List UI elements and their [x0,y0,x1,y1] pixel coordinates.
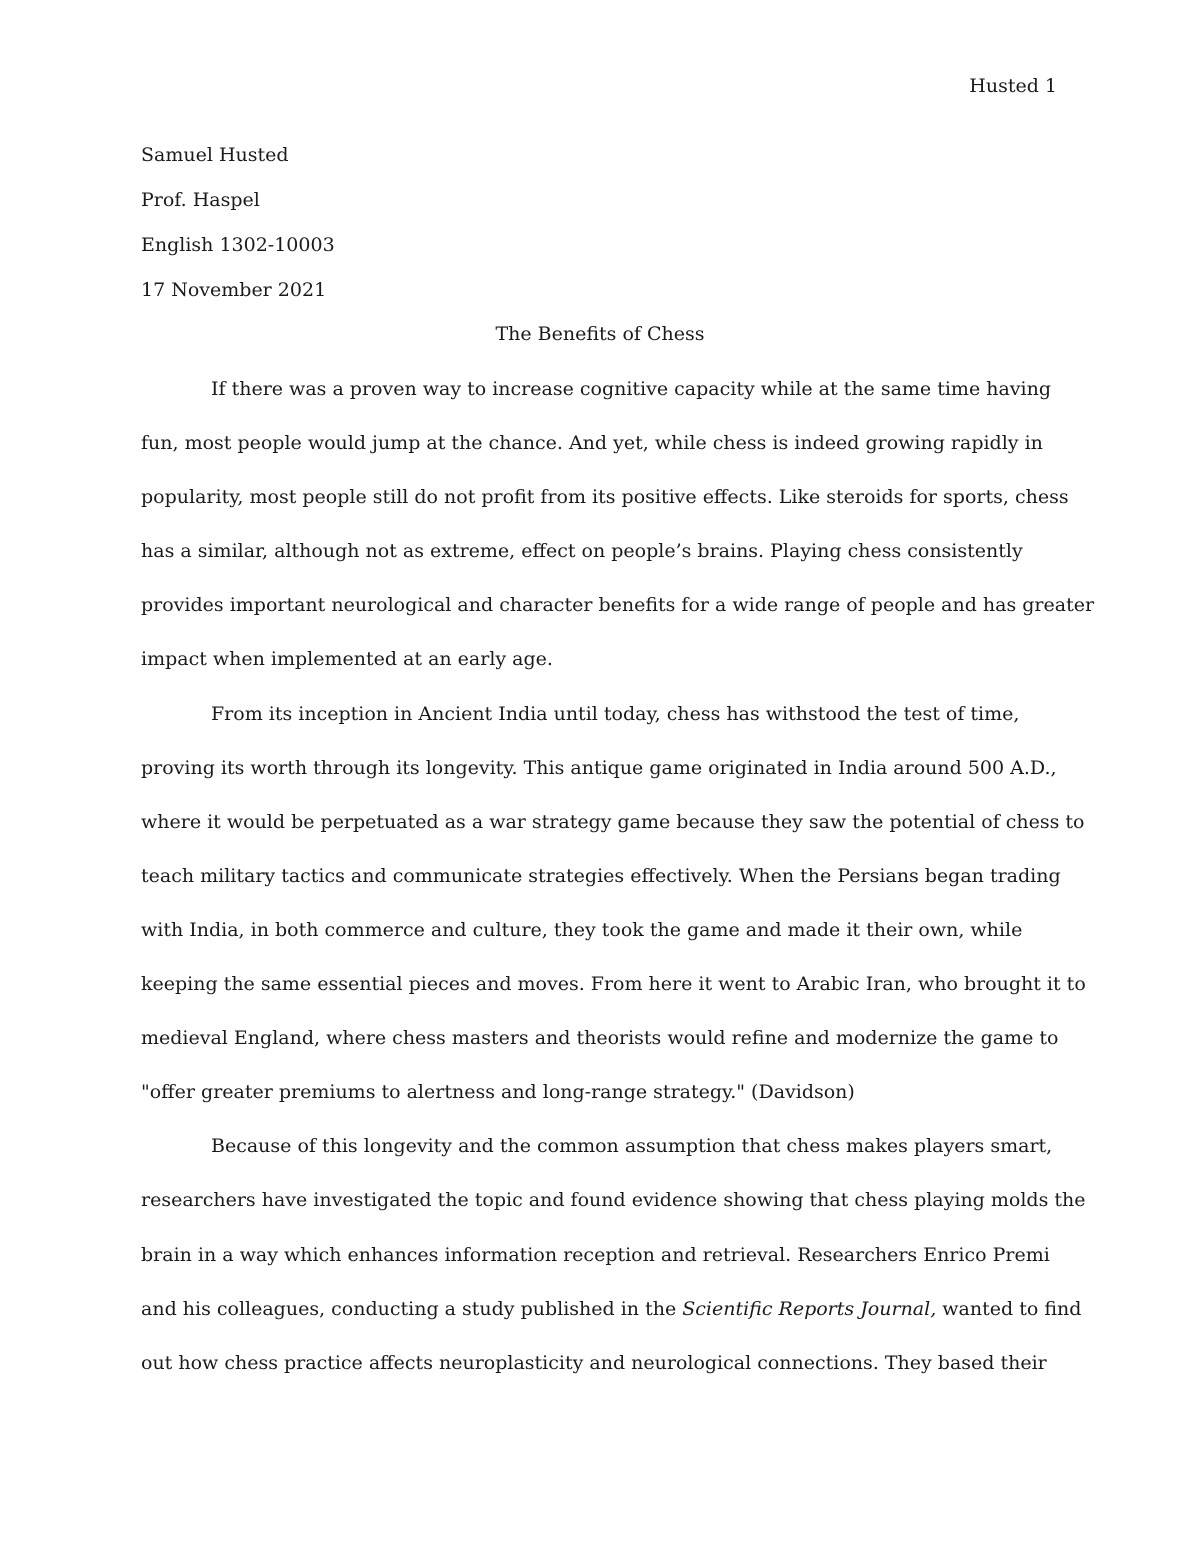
paragraph-2-line: keeping the same essential pieces and moves. From here it went to Arabic Iran, who brought it to [141,973,1086,996]
paragraph-2-line: "offer greater premiums to alertness and long-range strategy." (Davidson) [141,1081,855,1104]
paragraph-1-line: If there was a proven way to increase cognitive capacity while at the same time having [211,378,1051,400]
paragraph-1-line: provides important neurological and character benefits for a wide range of people and has greater [141,594,1095,617]
paragraph-2-line: From its inception in Ancient India until today, chess has withstood the test of time, [211,702,1020,725]
paragraph-1-line: fun, most people would jump at the chance. And yet, while chess is indeed growing rapidly in [141,432,1043,455]
paragraph-1-line: popularity, most people still do not profit from its positive effects. Like steroids for sports, chess [141,486,1069,509]
paragraph-1-line: impact when implemented at an early age. [141,648,553,671]
paragraph-3-line: out how chess practice affects neuroplasticity and neurological connections. They based their [141,1351,1047,1374]
paragraph-2-line: teach military tactics and communicate strategies effectively. When the Persians began trading [141,864,1061,887]
paper-title: The Benefits of Chess [495,323,705,345]
paragraph-3-line: Because of this longevity and the common assumption that chess makes players smart, [211,1135,1053,1158]
paragraph-2-line: medieval England, where chess masters and theorists would refine and modernize the game to [141,1027,1059,1050]
mixed-line-after: wanted to find [936,1297,1082,1320]
paragraph-1-line: has a similar, although not as extreme, effect on people’s brains. Playing chess consistently [141,540,1023,563]
instructor-name: Prof. Haspel [141,189,260,211]
course-name: English 1302-10003 [141,234,335,256]
mla-heading-block [141,142,1061,322]
paragraph-3-line: researchers have investigated the topic and found evidence showing that chess playing molds the [141,1189,1086,1212]
running-head: Husted 1 [969,75,1057,97]
paragraph-3-line: brain in a way which enhances information reception and retrieval. Researchers Enrico Premi [141,1243,1050,1266]
mixed-line-before: and his colleagues, conducting a study published in the [141,1297,683,1320]
author-name: Samuel Husted [141,144,289,166]
paragraph-3-mixed-line [141,1296,1082,1350]
paragraph-2-line: with India, in both commerce and culture, they took the game and made it their own, while [141,918,1023,941]
body-text [141,376,1095,1404]
paragraph-2-line: where it would be perpetuated as a war strategy game because they saw the potential of chess to [141,810,1085,833]
journal-title-italic: Scientific Reports Journal, [682,1297,937,1320]
paper-date: 17 November 2021 [141,279,327,301]
paragraph-2-line: proving its worth through its longevity. This antique game originated in India around 500 A.D., [141,756,1057,779]
